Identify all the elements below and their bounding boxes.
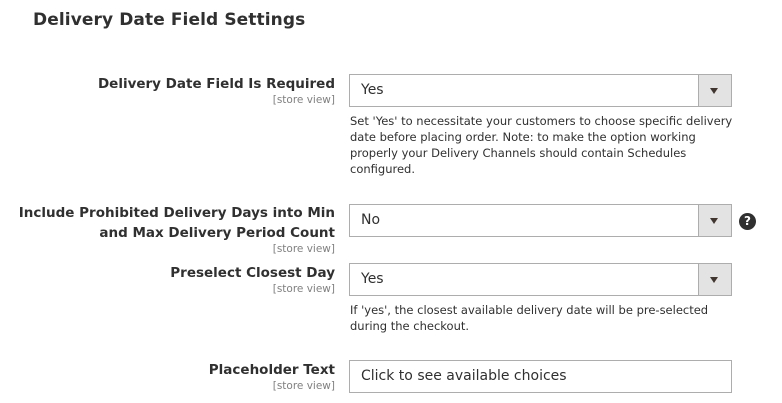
field-label-text-line1: Include Prohibited Delivery Days into Min — [18, 205, 335, 221]
field-label-text: Preselect Closest Day — [170, 265, 335, 281]
dropdown-button[interactable] — [698, 264, 731, 295]
dropdown-button[interactable] — [698, 205, 731, 236]
select-value: No — [361, 212, 381, 228]
field-label-preselect — [170, 263, 335, 295]
select-value: Yes — [361, 271, 384, 287]
required-select[interactable] — [349, 74, 732, 107]
prohibited-select[interactable] — [349, 204, 732, 237]
question-circle-icon[interactable]: ? — [739, 213, 756, 230]
field-label-placeholder — [209, 360, 335, 392]
preselect-select[interactable] — [349, 263, 732, 296]
scope-label: [store view] — [272, 94, 335, 106]
input-value: Click to see available choices — [361, 368, 567, 384]
select-value: Yes — [361, 82, 384, 98]
chevron-down-icon — [710, 88, 718, 94]
field-label-text: Placeholder Text — [208, 362, 335, 378]
field-note-preselect: If 'yes', the closest available delivery date will be pre-selected during the checkout. — [350, 303, 709, 333]
placeholder-text-input[interactable] — [349, 360, 732, 393]
scope-label: [store view] — [272, 243, 335, 255]
chevron-down-icon — [710, 218, 718, 224]
section-title: Delivery Date Field Settings — [33, 10, 306, 30]
scope-label: [store view] — [272, 380, 335, 392]
dropdown-button[interactable] — [698, 75, 731, 106]
field-label-text-line2: and Max Delivery Period Count — [99, 225, 335, 241]
chevron-down-icon — [710, 277, 718, 283]
field-label-text: Delivery Date Field Is Required — [97, 76, 335, 92]
field-note-required: Set 'Yes' to necessitate your customers to choose specific delivery date before placing order. Note: to make the option working properly your Delivery Channels should contain Schedules configured. — [350, 114, 733, 176]
field-label-prohibited — [19, 203, 335, 255]
field-label-required — [98, 74, 335, 106]
scope-label: [store view] — [272, 283, 335, 295]
